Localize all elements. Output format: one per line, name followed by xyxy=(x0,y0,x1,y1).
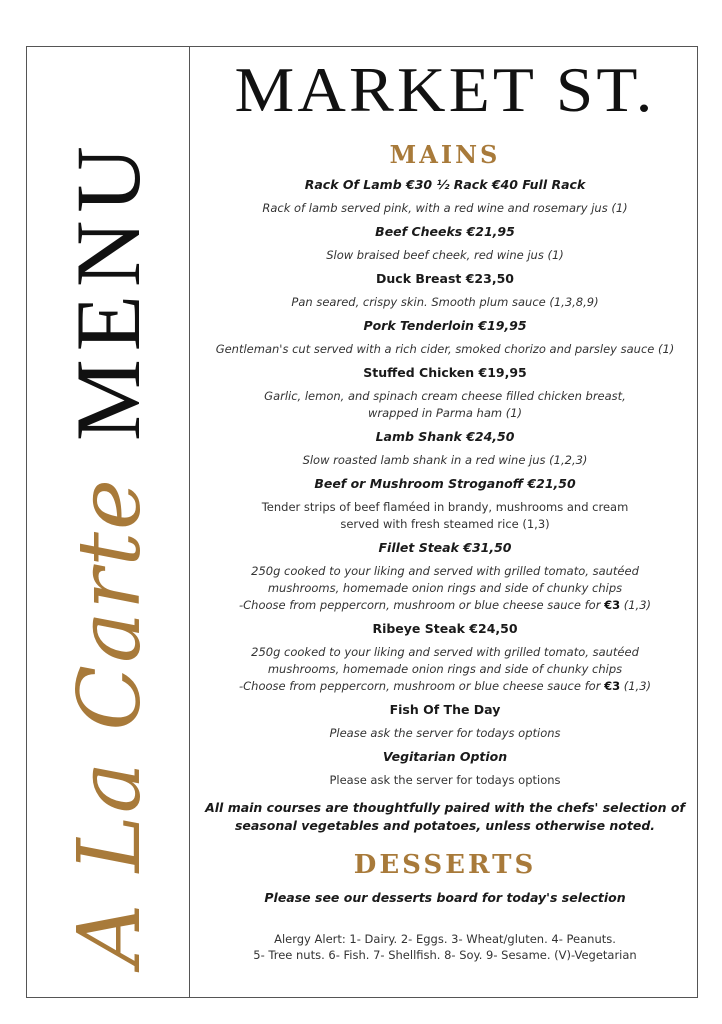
menu-item xyxy=(192,176,698,217)
item-name: Duck Breast €23,50 xyxy=(376,271,514,286)
mains-heading: MAINS xyxy=(389,140,501,169)
item-name: Beef or Mushroom Stroganoff €21,50 xyxy=(314,476,576,491)
desserts-note: Please see our desserts board for today's selection xyxy=(264,890,626,905)
item-name: Fillet Steak €31,50 xyxy=(378,540,512,555)
main-column xyxy=(192,50,698,963)
item-name: Fish Of The Day xyxy=(389,702,501,717)
column-divider xyxy=(189,46,190,998)
item-description: Rack of lamb served pink, with a red wine and rosemary jus (1) xyxy=(262,201,628,215)
item-name: Ribeye Steak €24,50 xyxy=(372,621,518,636)
item-name: Vegitarian Option xyxy=(382,749,508,764)
allergy-alert: Alergy Alert: 1- Dairy. 2- Eggs. 3- Wheat/gluten. 4- Peanuts. 5- Tree nuts. 6- Fish. 7- Shellfish. 8- Soy. 9- Sesame. (V)-Vegetarian xyxy=(253,932,637,962)
mains-note: All main courses are thoughtfully paired with the chefs' selection of seasonal vegetables and potatoes, unless otherwise noted. xyxy=(205,800,685,833)
menu-item xyxy=(192,620,698,695)
restaurant-name: MARKET ST. xyxy=(234,54,656,125)
item-description: Gentleman's cut served with a rich cider, smoked chorizo and parsley sauce (1) xyxy=(215,342,675,356)
item-name: Lamb Shank €24,50 xyxy=(375,429,515,444)
item-description: Pan seared, crispy skin. Smooth plum sauce (1,3,8,9) xyxy=(291,295,599,309)
menu-item xyxy=(192,428,698,469)
item-name: Stuffed Chicken €19,95 xyxy=(363,365,527,380)
menu-word: MENU xyxy=(57,138,159,442)
desserts-heading: DESSERTS xyxy=(353,850,537,880)
item-name: Rack Of Lamb €30 ½ Rack €40 Full Rack xyxy=(304,177,586,192)
item-description: Slow braised beef cheek, red wine jus (1) xyxy=(326,248,564,262)
side-title xyxy=(55,138,161,966)
menu-item xyxy=(192,223,698,264)
a-la-carte-script: A La Carte xyxy=(60,477,160,966)
item-description: 250g cooked to your liking and served with grilled tomato, sautéed mushrooms, homemade onion rings and side of chunky chips -Choose from peppercorn, mushroom or blue cheese sauce for €3 (1,3) xyxy=(238,564,652,612)
menu-item xyxy=(192,270,698,311)
item-name: Pork Tenderloin €19,95 xyxy=(363,318,527,333)
menu-item xyxy=(192,748,698,789)
item-description: Garlic, lemon, and spinach cream cheese filled chicken breast, wrapped in Parma ham (1) xyxy=(264,389,626,420)
menu-item xyxy=(192,317,698,358)
side-banner xyxy=(27,47,189,997)
item-description: Tender strips of beef flaméed in brandy, mushrooms and cream served with fresh steamed rice (1,3) xyxy=(261,500,629,531)
menu-item xyxy=(192,539,698,614)
menu-item xyxy=(192,364,698,422)
item-description: Slow roasted lamb shank in a red wine jus (1,2,3) xyxy=(302,453,588,467)
item-description: Please ask the server for todays options xyxy=(329,773,561,787)
item-description: Please ask the server for todays options xyxy=(329,726,561,740)
item-description: 250g cooked to your liking and served with grilled tomato, sautéed mushrooms, homemade onion rings and side of chunky chips -Choose from peppercorn, mushroom or blue cheese sauce for €3 (1,3) xyxy=(238,645,652,693)
item-name: Beef Cheeks €21,95 xyxy=(375,224,515,239)
menu-item xyxy=(192,475,698,533)
menu-item xyxy=(192,701,698,742)
